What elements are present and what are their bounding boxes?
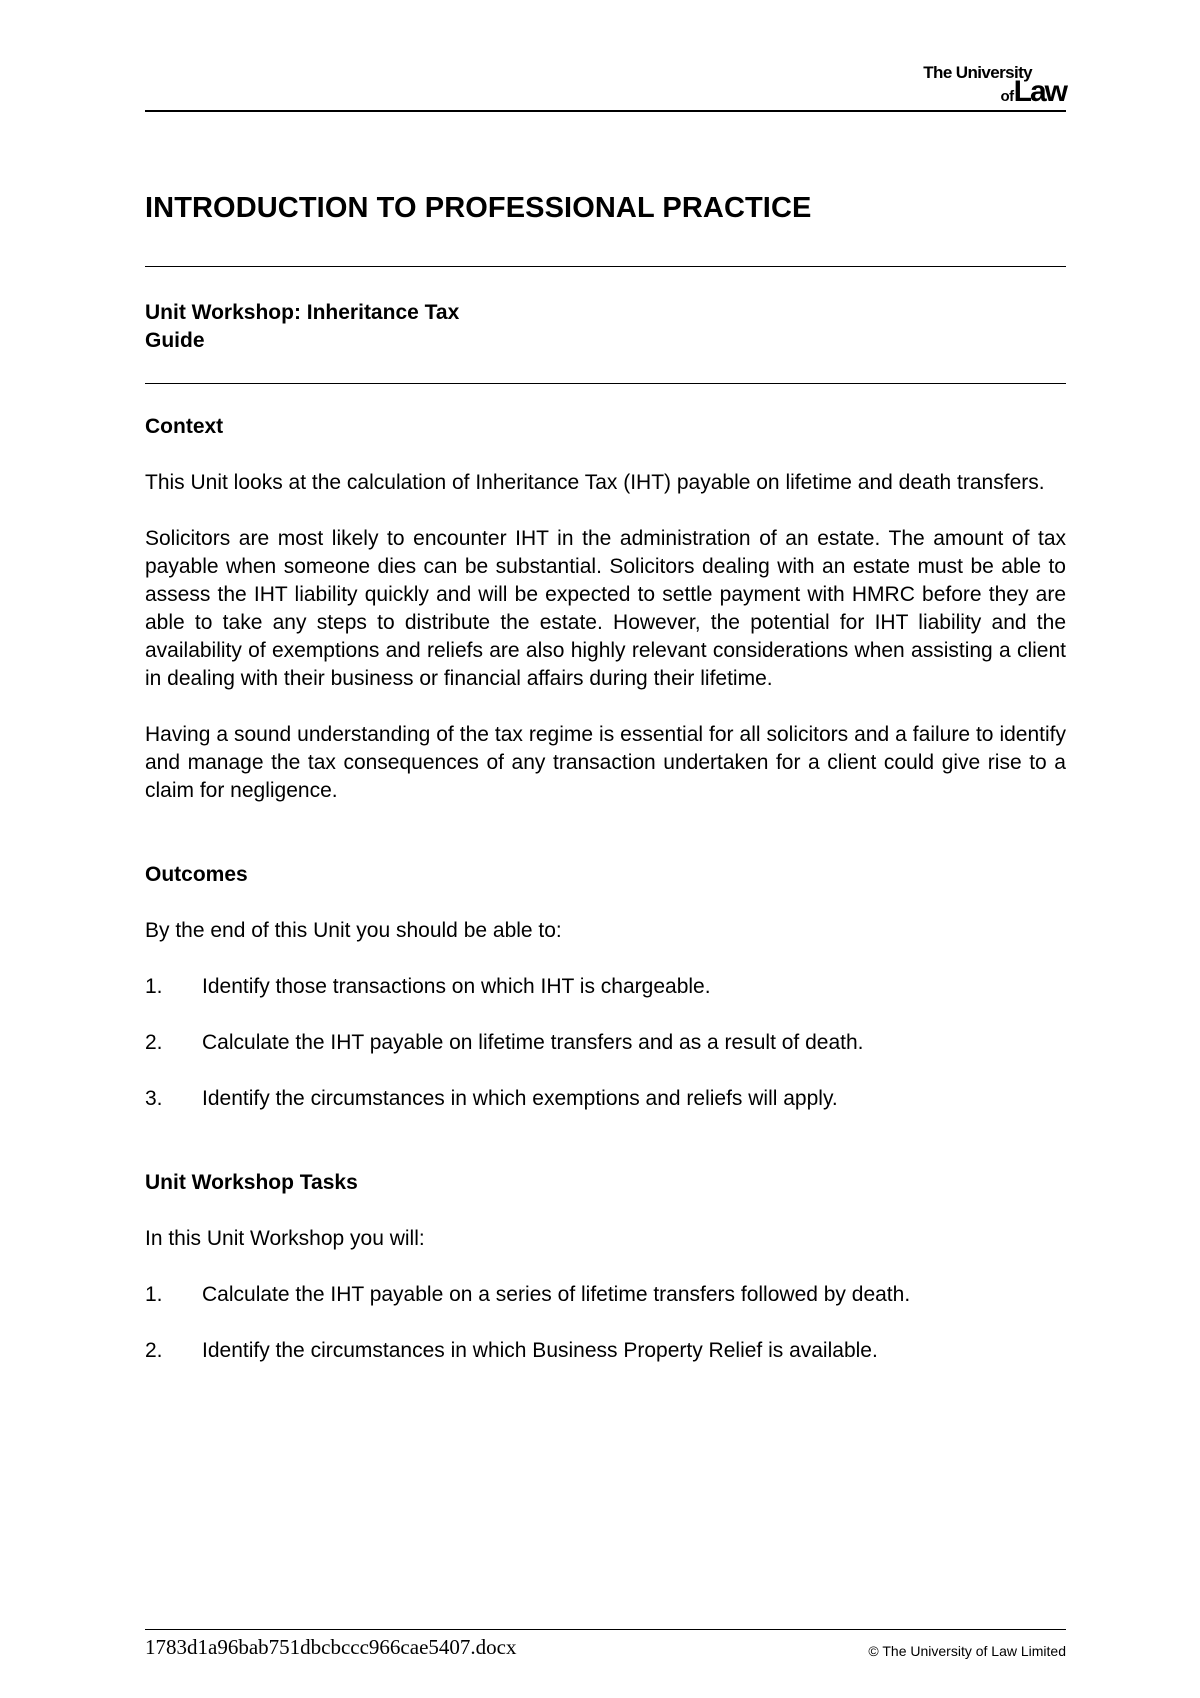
- outcome-item: [145, 973, 1066, 1001]
- outcomes-section: [145, 861, 1066, 1113]
- outcomes-heading: Outcomes: [145, 863, 248, 886]
- context-heading: Context: [145, 415, 224, 438]
- footer-filename: 1783d1a96bab751dbcbccc966cae5407.docx: [145, 1635, 517, 1659]
- outcome-number: 1.: [145, 975, 163, 998]
- tasks-section: [145, 1169, 1066, 1365]
- subtitle-line-1: Unit Workshop: Inheritance Tax: [145, 301, 460, 324]
- task-text: Identify the circumstances in which Business Property Relief is available.: [202, 1339, 878, 1362]
- document-page: [145, 0, 1066, 1698]
- context-section: [145, 413, 1066, 805]
- outcomes-intro: By the end of this Unit you should be able to:: [145, 919, 562, 942]
- logo-of: of: [1000, 88, 1014, 105]
- outcome-number: 3.: [145, 1087, 163, 1110]
- outcomes-list: [145, 973, 1066, 1113]
- tasks-list: [145, 1281, 1066, 1365]
- task-number: 2.: [145, 1339, 163, 1362]
- document-body: [145, 413, 1066, 1393]
- tasks-intro: In this Unit Workshop you will:: [145, 1227, 425, 1250]
- context-paragraph-1: This Unit looks at the calculation of Inheritance Tax (IHT) payable on lifetime and death transfers.: [145, 471, 1045, 494]
- university-of-law-logo: [923, 64, 1066, 107]
- task-item: [145, 1337, 1066, 1365]
- outcome-item: [145, 1029, 1066, 1057]
- tasks-heading: Unit Workshop Tasks: [145, 1171, 358, 1194]
- outcome-item: [145, 1085, 1066, 1113]
- document-subtitle: [145, 299, 459, 355]
- context-paragraph-3: Having a sound understanding of the tax regime is essential for all solicitors and a failure to identify and manage the tax consequences of any transaction undertaken for a client could give rise to a claim for negligence.: [145, 723, 1066, 802]
- task-item: [145, 1281, 1066, 1309]
- subtitle-line-2: Guide: [145, 329, 205, 352]
- outcome-text: Calculate the IHT payable on lifetime transfers and as a result of death.: [202, 1031, 864, 1054]
- logo-line-university: The University: [923, 63, 1032, 82]
- document-title: INTRODUCTION TO PROFESSIONAL PRACTICE: [145, 192, 812, 224]
- footer-copyright: © The University of Law Limited: [868, 1643, 1066, 1659]
- footer-divider: [145, 1629, 1066, 1630]
- outcome-text: Identify those transactions on which IHT is chargeable.: [202, 975, 711, 998]
- subtitle-divider: [145, 383, 1066, 384]
- task-text: Calculate the IHT payable on a series of lifetime transfers followed by death.: [202, 1283, 911, 1306]
- task-number: 1.: [145, 1283, 163, 1306]
- outcome-text: Identify the circumstances in which exemptions and reliefs will apply.: [202, 1087, 838, 1110]
- title-divider: [145, 266, 1066, 267]
- logo-law: Law: [1013, 75, 1066, 108]
- header-divider: [145, 110, 1066, 112]
- context-paragraph-2: Solicitors are most likely to encounter IHT in the administration of an estate. The amount of tax payable when someone dies can be substantial. Solicitors dealing with an estate must be able to assess the IHT liability quickly and will be expected to settle payment with HMRC before they are able to take any steps to distribute the estate. However, the potential for IHT liability and the availability of exemptions and reliefs are also highly relevant considerations when assisting a client in dealing with their business or financial affairs during their lifetime.: [145, 527, 1066, 690]
- outcome-number: 2.: [145, 1031, 163, 1054]
